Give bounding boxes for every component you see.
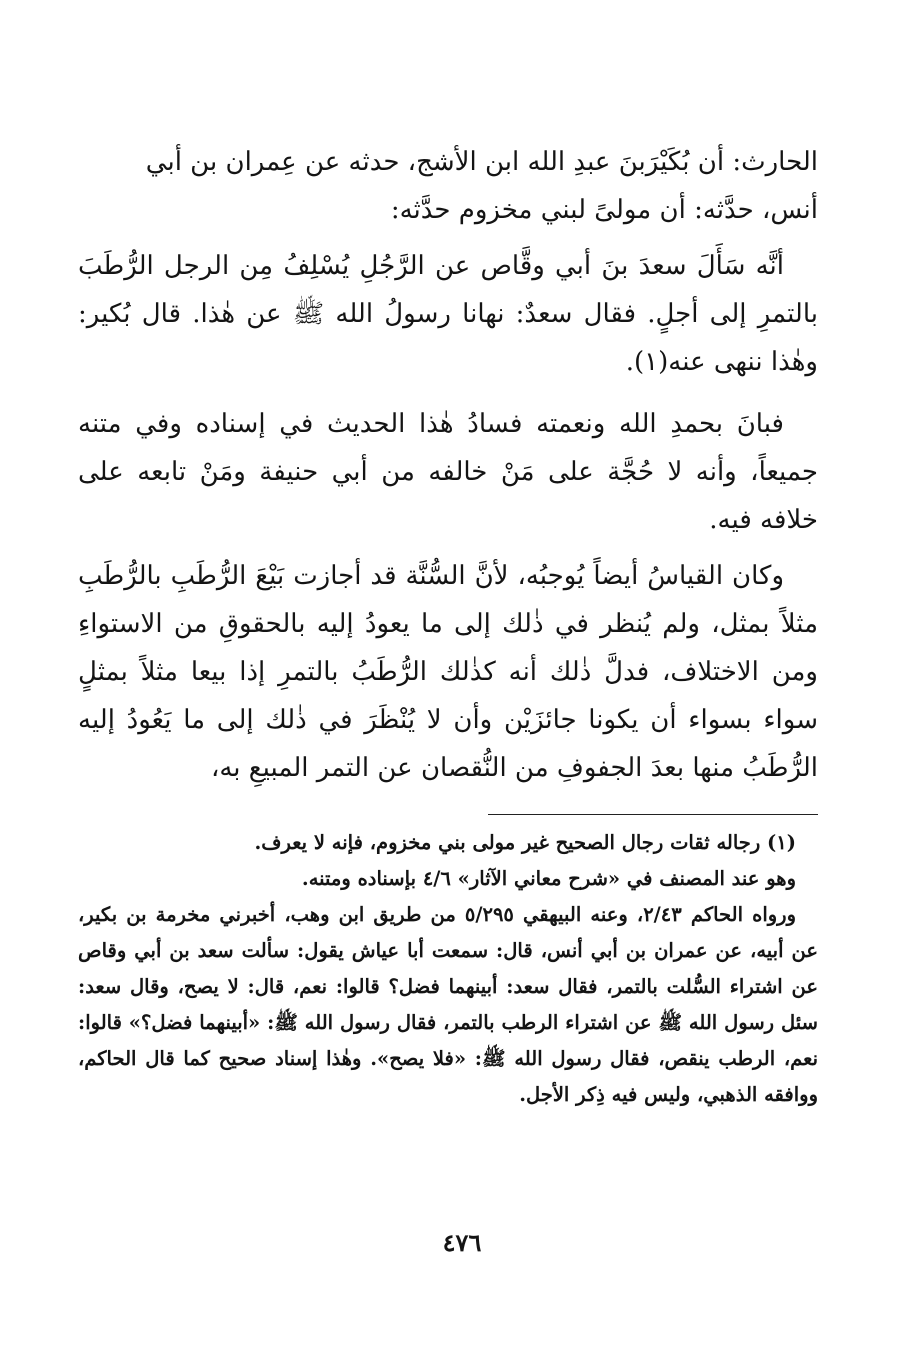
- paragraph-3: فبانَ بحمدِ الله ونعمته فسادُ هٰذا الحديث في إسناده وفي متنه جميعاً، وأنه لا حُجَّة على مَنْ خالفه من أبي حنيفة ومَنْ تابعه على خلافه فيه.: [78, 409, 818, 535]
- footnote-divider: [488, 814, 818, 815]
- footnotes: [78, 825, 818, 1113]
- footnote-1: (١) رجاله ثقات رجال الصحيح غير مولى بني مخزوم، فإنه لا يعرف.: [254, 831, 796, 854]
- footnote-1-takhrij: ورواه الحاكم ٢/٤٣، وعنه البيهقي ٥/٢٩٥ من طريق ابن وهب، أخبرني مخرمة بن بكير، عن أبيه، عن عمران بن أبي أنس، قال: سمعت أبا عياش يقول: سألت سعد بن أبي وقاص عن اشتراء السُّلت بالتمر، فقال سعد: أبينهما فضل؟ قالوا: نعم، قال: لا يصح، وقال سعد: سئل رسول الله ﷺ عن اشتراء الرطب بالتمر، فقال رسول الله ﷺ: «أبينهما فضل؟» قالوا: نعم، الرطب ينقص، فقال رسول الله ﷺ: «فلا يصح». وهٰذا إسناد صحيح كما قال الحاكم، ووافقه الذهبي، وليس فيه ذِكر الأجل.: [78, 903, 818, 1106]
- footnote-1-source: وهو عند المصنف في «شرح معاني الآثار» ٤/٦ بإسناده ومتنه.: [301, 867, 796, 890]
- paragraph-2: أنَّه سَأَلَ سعدَ بنَ أبي وقَّاص عن الرَّجُلِ يُسْلِفُ مِن الرجل الرُّطَبَ بالتمرِ إلى أجلٍ. فقال سعدٌ: نهانا رسولُ الله ﷺ عن هٰذا. قال بُكير: وهٰذا ننهى عنه(١).: [78, 251, 818, 377]
- paragraph-1-line-1: الحارث: أن بُكَيْرَبنَ عبدِ الله ابن الأشج، حدثه عن عِمران بن أبي: [145, 147, 818, 177]
- main-text: [78, 138, 818, 792]
- paragraph-4: وكان القياسُ أيضاً يُوجبُه، لأنَّ السُّنَّة قد أجازت بَيْعَ الرُّطَبِ بالرُّطَبِ مثلاً بمثل، ولم يُنظر في ذٰلك إلى ما يعودُ إليه بالحقوقِ من الاستواءِ ومن الاختلاف، فدلَّ ذٰلك أنه كذٰلك الرُّطَبُ بالتمرِ إذا بيعا مثلاً بمثلٍ سواء بسواء أن يكونا جائزَيْن وأن لا يُنْظَرَ في ذٰلك إلى ما يَعُودُ إليه الرُّطَبُ منها بعدَ الجفوفِ من النُّقصان عن التمر المبيعِ به،: [78, 561, 818, 783]
- page-content: [78, 138, 818, 1113]
- paragraph-1-line-2: أنس، حدَّثه: أن مولىً لبني مخزوم حدَّثه:: [390, 195, 818, 225]
- page-number: ٤٧٦: [442, 1228, 482, 1257]
